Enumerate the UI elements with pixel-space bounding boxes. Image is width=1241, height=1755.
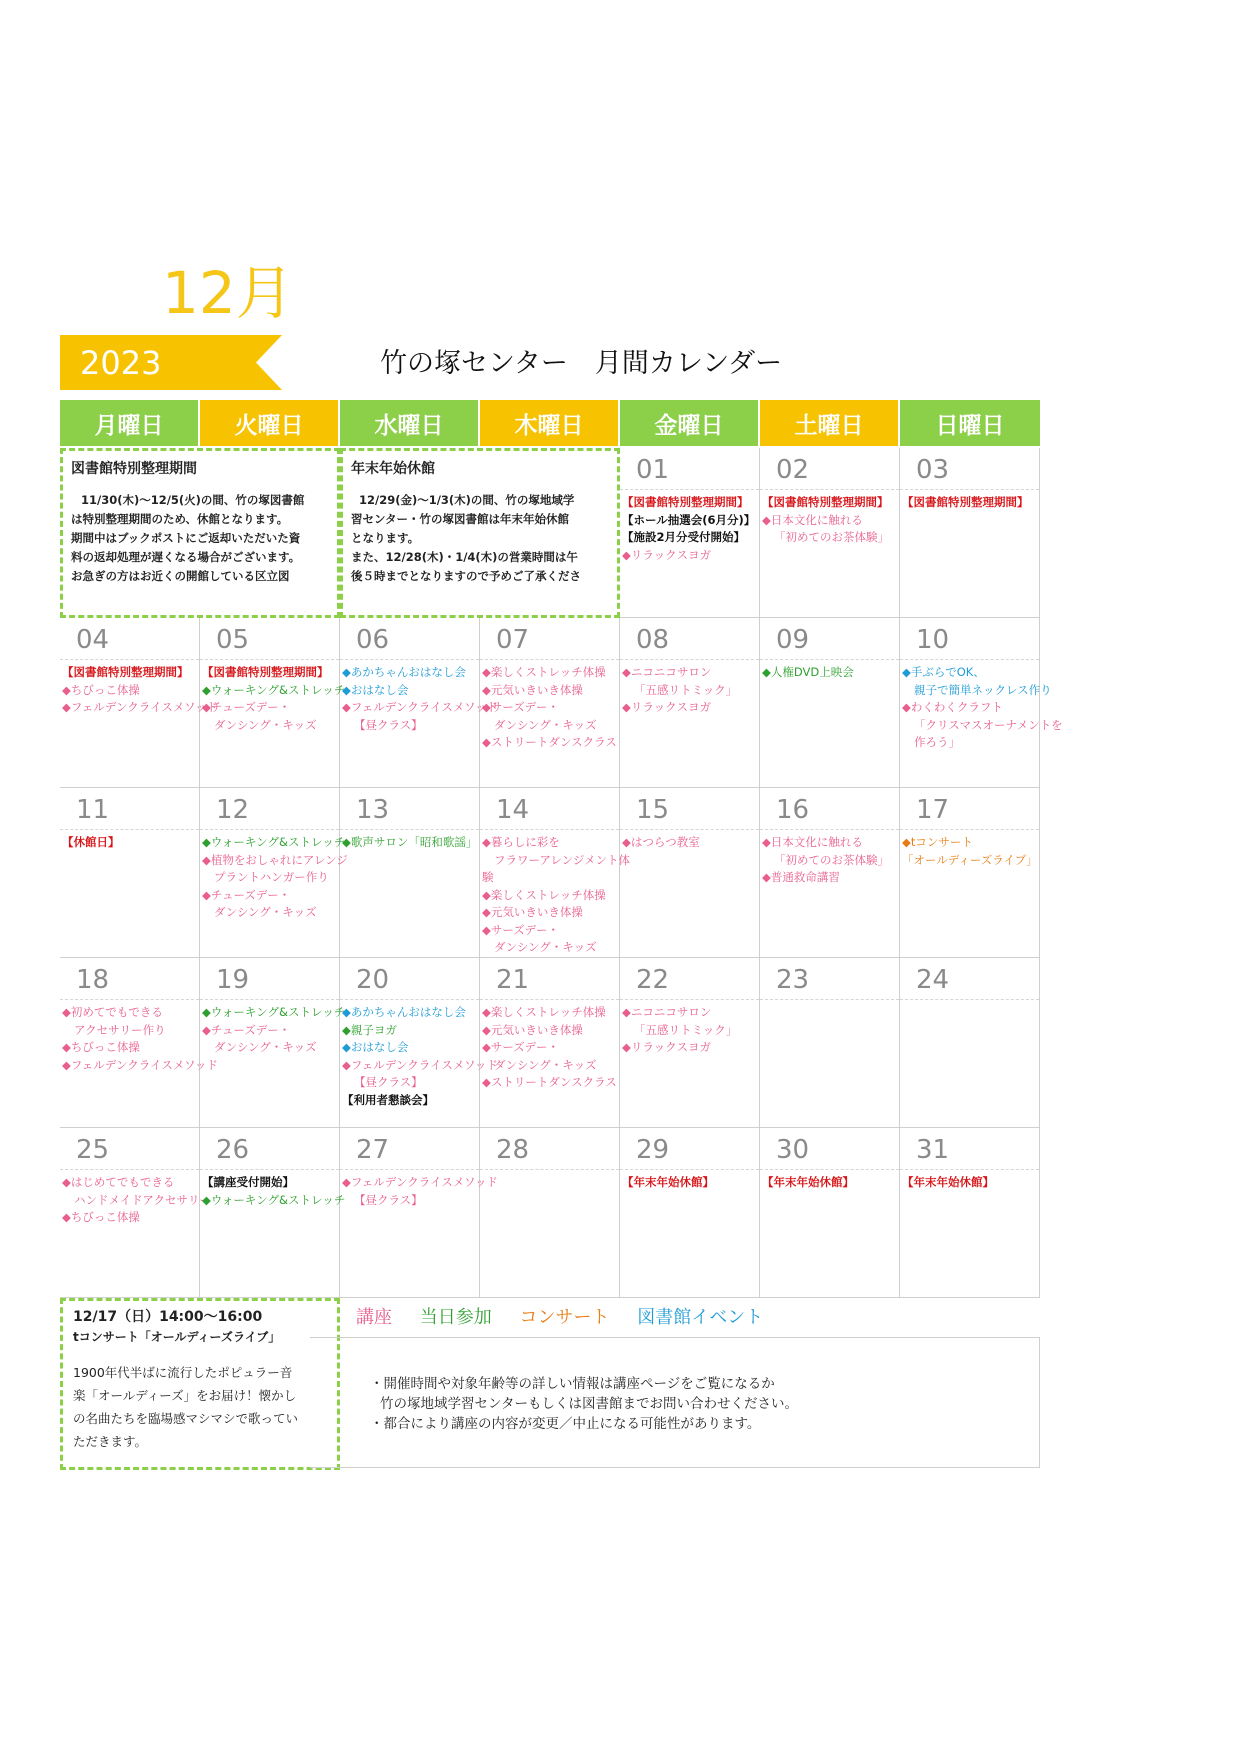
event-lecture: ダンシング・キッズ [494,717,597,732]
day-number: 05 [200,618,339,660]
event-lecture: 「五感リトミック」 [634,682,738,697]
event-notice: 【利用者懇談会】 [342,1092,434,1107]
day-number: 04 [60,618,199,660]
event-same-day: ◆ウォーキング&ストレッチ [202,682,346,697]
footer-note: 竹の塚地域学習センターもしくは図書館までお問い合わせください。 [380,1396,798,1412]
notice-library-closure [60,448,340,618]
event-lecture: 「クリスマスオーナメントを [914,717,1063,732]
event-closed: 【年末年始休館】 [902,1175,994,1189]
event-lecture: ダンシング・キッズ [214,717,317,732]
day-number: 10 [900,618,1039,660]
event-lecture: ◆初めてでもできる [62,1005,163,1019]
event-lecture: 験 [482,870,494,884]
day-cell [340,958,498,1128]
day-cell [340,1128,498,1298]
event-lecture: ◆チューズデー・ [202,1022,291,1037]
year-banner [60,335,282,390]
event-concert: ◆tコンサート [902,835,973,849]
day-number: 17 [900,788,1039,830]
event-lecture: ◆フェルデンクライスメソッド [62,700,218,714]
notice-line: 後５時までとなりますので予めご了承くださ [351,569,581,583]
event-lecture: 「初めてのお茶体験」 [774,530,889,544]
day-number: 25 [60,1128,199,1170]
day-cell [620,788,760,958]
day-number: 26 [200,1128,339,1170]
event-notice: 【ホール抽選会(6月分)】 [622,512,756,527]
footer-note: ・都合により講座の内容が変更／中止になる可能性があります。 [370,1416,761,1432]
event-lecture: ◆チューズデー・ [202,887,291,902]
day-number: 03 [900,448,1039,490]
day-number: 09 [760,618,899,660]
event-lecture: ◆ストリートダンスクラス [482,735,617,749]
day-number: 11 [60,788,199,830]
day-cell [900,958,1040,1128]
event-lecture: ◆わくわくクラフト [902,700,1003,714]
event-same-day: ◆歌声サロン「昭和歌謡」 [342,835,478,849]
event-lecture: ダンシング・キッズ [214,905,317,919]
weekday-header-sun: 日曜日 [900,400,1040,446]
day-cell [760,618,900,788]
day-number: 19 [200,958,339,1000]
event-lecture: ダンシング・キッズ [214,1040,317,1054]
day-number: 01 [620,448,759,490]
event-lecture: ◆リラックスヨガ [622,547,711,562]
day-cell [60,1128,211,1298]
event-lecture: ◆サーズデー・ [482,700,560,714]
event-lecture: ◆楽しくストレッチ体操 [482,887,606,902]
day-number: 12 [200,788,339,830]
day-cell [200,788,348,958]
event-lecture: 「初めてのお茶体験」 [774,852,889,867]
notice-title: 年末年始休館 [351,461,435,477]
event-lecture: プラントハンガー作り [214,870,329,884]
event-closed: 【年末年始休館】 [622,1175,714,1189]
day-cell [200,1128,346,1298]
day-number: 27 [340,1128,479,1170]
event-library: ◆手ぶらでOK、 [902,665,985,679]
year-label: 2023 [80,344,162,382]
event-concert: 「オールディーズライブ」 [902,852,1038,867]
event-lecture: ◆ちびっこ体操 [62,1210,140,1224]
day-number: 29 [620,1128,759,1170]
event-notice: 【施設2月分受付開始】 [622,530,746,544]
event-lecture: ◆チューズデー・ [202,700,291,714]
event-lecture: ハンドメイドアクセサリー [74,1192,211,1207]
event-notice: 【講座受付開始】 [202,1175,294,1189]
day-number: 28 [480,1128,619,1170]
day-cell [60,618,218,788]
event-lecture: ◆ちびっこ体操 [62,682,140,697]
day-number: 18 [60,958,199,1000]
footer-notes [310,1338,1040,1468]
weekday-header-wed: 水曜日 [340,400,478,446]
event-same-day: ◆ウォーキング&ストレッチ [202,1005,346,1019]
day-cell [760,788,900,958]
event-lecture: 作ろう」 [914,735,960,749]
day-cell [340,618,498,788]
event-lecture: ◆ニコニコサロン [622,665,712,679]
event-lecture: ◆暮らしに彩を [482,835,560,849]
day-cell [480,958,620,1128]
notice-line: 習センター・竹の塚図書館は年末年始休館 [351,512,570,526]
concert-description-line: の名曲たちを臨場感マシマシで歌ってい [73,1411,299,1426]
day-number: 14 [480,788,619,830]
event-lecture: ◆リラックスヨガ [622,700,711,714]
event-lecture: 「五感リトミック」 [634,1022,738,1037]
event-library: ◆あかちゃんおはなし会 [342,665,466,679]
day-cell [900,788,1040,958]
notice-line: は特別整理期間のため、休館となります。 [71,512,289,526]
event-library: ◆おはなし会 [342,682,409,697]
legend-concert: コンサート [519,1307,610,1328]
event-closed: 【図書館特別整理期間】 [202,665,329,679]
page-title: 竹の塚センター 月間カレンダー [380,348,783,379]
notice-line: また、12/28(木)・1/4(木)の営業時間は午 [351,550,578,564]
day-cell [620,1128,760,1298]
day-number: 08 [620,618,759,660]
day-number: 24 [900,958,1039,1000]
event-lecture: 【昼クラス】 [354,1075,423,1089]
weekday-header-sat: 土曜日 [760,400,898,446]
concert-description-line: 1900年代半ばに流行したポピュラー音 [73,1365,293,1380]
event-lecture: ◆楽しくストレッチ体操 [482,1005,606,1019]
weekday-header-mon: 月曜日 [60,400,198,446]
day-cell [340,788,480,958]
event-closed: 【図書館特別整理期間】 [62,665,189,679]
event-lecture: 【昼クラス】 [354,1192,423,1207]
weekday-header-fri: 金曜日 [620,400,758,446]
event-closed: 【図書館特別整理期間】 [902,495,1029,509]
day-number: 07 [480,618,619,660]
event-closed: 【図書館特別整理期間】 [762,495,889,509]
event-closed: 【休館日】 [62,835,120,849]
legend [310,1298,1040,1338]
event-lecture: 【昼クラス】 [354,717,423,732]
event-closed: 【図書館特別整理期間】 [622,495,749,509]
day-number: 13 [340,788,479,830]
event-lecture: ◆ちびっこ体操 [62,1040,140,1054]
weekday-header-thu: 木曜日 [480,400,618,446]
legend-lecture: 講座 [356,1307,392,1328]
day-number: 15 [620,788,759,830]
day-cell [200,618,346,788]
day-number: 16 [760,788,899,830]
concert-description-line: 楽「オールディーズ」をお届け！懐かし [73,1388,297,1403]
event-lecture: ◆元気いきいき体操 [482,1022,583,1037]
event-lecture: ◆フェルデンクライスメソッド [62,1057,218,1072]
event-lecture: ◆普通救命講習 [762,870,840,884]
event-same-day: ◆ウォーキング&ストレッチ [202,835,346,849]
day-number: 22 [620,958,759,1000]
event-lecture: ◆サーズデー・ [482,1040,560,1054]
notice-line: 期間中はブックポストにご返却いただいた資 [71,531,301,545]
day-cell [760,958,900,1128]
event-lecture: ◆ニコニコサロン [622,1005,712,1019]
day-cell [900,1128,1040,1298]
event-lecture: ◆日本文化に触れる [762,835,863,849]
notice-line: お急ぎの方はお近くの開館している区立図 [71,569,290,583]
legend-same-day: 当日参加 [419,1307,492,1328]
day-number: 21 [480,958,619,1000]
day-cell [760,448,900,618]
event-lecture: ◆はじめてでもできる [62,1175,175,1189]
event-lecture: ◆はつらつ教室 [622,835,700,849]
day-cell [900,448,1040,618]
event-lecture: ◆ストリートダンスクラス [482,1075,617,1089]
day-cell [480,788,631,958]
day-cell [620,448,760,618]
event-lecture: ダンシング・キッズ [494,940,597,954]
event-lecture: ◆サーズデー・ [482,922,560,937]
concert-info-box [60,1298,340,1470]
notice-new-year-closure [340,448,620,618]
notice-line: 料の返却処理が遅くなる場合がございます。 [71,550,301,564]
event-lecture: アクセサリー作り [74,1022,166,1037]
day-number: 31 [900,1128,1039,1170]
notice-line: 12/29(金)～1/3(木)の間、竹の塚地域学 [359,493,575,507]
notice-title: 図書館特別整理期間 [71,461,197,477]
day-cell [620,958,760,1128]
event-lecture: ◆日本文化に触れる [762,512,863,527]
concert-title: tコンサート「オールディーズライブ」 [73,1330,281,1344]
concert-date: 12/17（日）14:00～16:00 [73,1309,263,1325]
month-label: 12月 [162,259,294,327]
day-number: 20 [340,958,479,1000]
footer-note: ・開催時間や対象年齢等の詳しい情報は講座ページをご覧になるか [370,1376,775,1392]
day-cell [760,1128,900,1298]
event-library: ◆あかちゃんおはなし会 [342,1005,466,1019]
day-cell [900,618,1063,788]
day-number: 02 [760,448,899,490]
day-cell [60,788,200,958]
event-library: ◆おはなし会 [342,1040,409,1054]
event-lecture: ◆元気いきいき体操 [482,905,583,919]
event-library: 親子で簡単ネックレス作り [914,682,1052,697]
event-lecture: ◆元気いきいき体操 [482,682,583,697]
event-lecture: ダンシング・キッズ [494,1057,597,1072]
event-same-day: ◆人権DVD上映会 [762,665,854,679]
event-lecture: フラワーアレンジメント体 [494,852,631,867]
event-lecture: ◆リラックスヨガ [622,1040,711,1054]
event-lecture: ◆フェルデンクライスメソッド [342,700,498,714]
concert-description-line: ただきます。 [73,1434,148,1449]
weekday-header-tue: 火曜日 [200,400,338,446]
event-same-day: ◆親子ヨガ [342,1022,397,1037]
event-lecture: ◆フェルデンクライスメソッド [342,1175,498,1189]
event-lecture: ◆植物をおしゃれにアレンジ [202,852,348,867]
day-cell [620,618,760,788]
day-number: 23 [760,958,899,1000]
event-lecture: ◆楽しくストレッチ体操 [482,665,606,679]
notice-line: となります。 [351,531,420,545]
day-cell [200,958,346,1128]
legend-library-event: 図書館イベント [637,1307,764,1328]
day-number: 06 [340,618,479,660]
day-cell [60,958,218,1128]
day-cell [480,618,620,788]
day-number: 30 [760,1128,899,1170]
notice-line: 11/30(木)～12/5(火)の間、竹の塚図書館 [81,493,305,507]
event-closed: 【年末年始休館】 [762,1175,854,1189]
event-same-day: ◆ウォーキング&ストレッチ [202,1192,346,1207]
event-lecture: ◆フェルデンクライスメソッド [342,1057,498,1072]
day-cell [480,1128,620,1298]
